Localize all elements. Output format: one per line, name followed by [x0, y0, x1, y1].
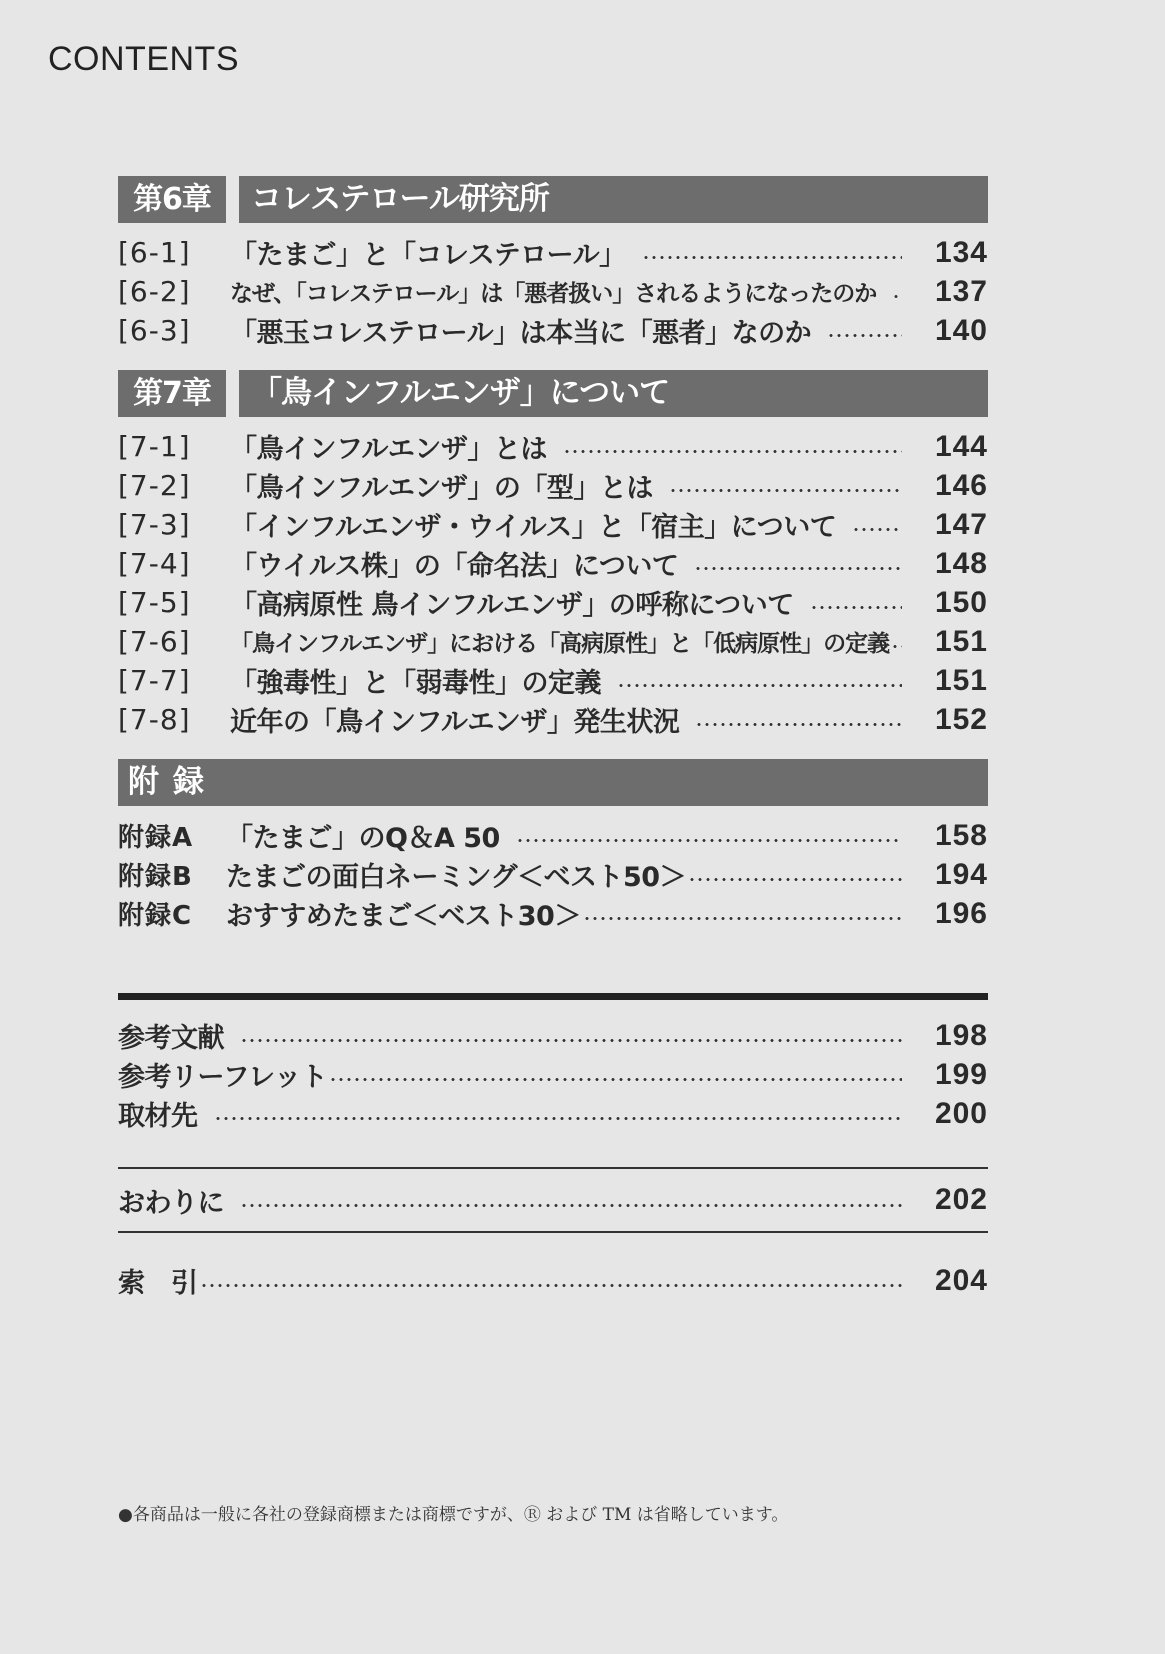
table-of-contents: [118, 176, 988, 1300]
entry-number: [7-1]: [118, 430, 191, 463]
chapter-7-header: [118, 370, 988, 417]
entry-page: 140: [934, 313, 988, 347]
entry-page: 200: [934, 1096, 988, 1130]
entry-page: 151: [934, 624, 988, 658]
toc-entry-6-3[interactable]: [118, 311, 988, 350]
entry-page: 144: [934, 429, 988, 463]
entry-title: 「たまご」と「コレステロール」: [230, 240, 626, 271]
leader-dots: [563, 450, 902, 453]
trademark-footnote: ●各商品は一般に各社の登録商標または商標ですが、Ⓡ および TM は省略しています。: [118, 1505, 789, 1525]
entry-number: [7-6]: [118, 625, 191, 658]
toc-entry-sources[interactable]: [118, 1094, 988, 1133]
toc-entry-7-1[interactable]: [118, 427, 988, 466]
entry-title: 参考文献: [118, 1023, 224, 1054]
entry-title: なぜ、「コレステロール」は「悪者扱い」されるようになったのか: [230, 281, 877, 307]
leader-dots: [617, 684, 902, 687]
entry-page: 199: [934, 1057, 988, 1091]
entry-page: 158: [934, 818, 988, 852]
entry-title: 「インフルエンザ・ウイルス」と「宿主」について: [230, 512, 837, 543]
entry-page: 196: [934, 896, 988, 930]
entry-number: 附録A: [118, 823, 194, 853]
entry-page: 134: [934, 235, 988, 269]
entry-title: 「強毒性」と「弱毒性」の定義: [230, 668, 601, 699]
toc-entry-6-1[interactable]: [118, 233, 988, 272]
entry-page: 150: [934, 585, 988, 619]
leader-dots: [827, 334, 902, 337]
toc-entry-7-2[interactable]: [118, 466, 988, 505]
entry-title: 近年の「鳥インフルエンザ」発生状況: [230, 707, 680, 738]
entry-title: 「鳥インフルエンザ」とは: [230, 434, 547, 465]
leader-dots: [214, 1117, 903, 1120]
entry-number: 附録C: [118, 901, 193, 931]
appendix-header: 附録: [118, 759, 988, 806]
entry-page: 146: [934, 468, 988, 502]
toc-entry-appendix-a[interactable]: [118, 816, 988, 855]
leader-dots: [642, 256, 902, 259]
toc-entry-6-2[interactable]: [118, 272, 988, 311]
entry-page: 194: [934, 857, 988, 891]
toc-entry-leaflets[interactable]: [118, 1055, 988, 1094]
leader-dots: [891, 645, 902, 648]
page-heading: CONTENTS: [48, 40, 239, 78]
toc-entry-7-8[interactable]: [118, 700, 988, 739]
entry-number: 附録B: [118, 862, 193, 892]
toc-entry-appendix-c[interactable]: [118, 894, 988, 933]
toc-entry-index[interactable]: [118, 1261, 988, 1300]
entry-page: 151: [934, 663, 988, 697]
leader-dots: [694, 567, 902, 570]
entry-number: [7-4]: [118, 547, 191, 580]
entry-title: 「鳥インフルエンザ」の「型」とは: [230, 473, 653, 504]
leader-dots: [583, 917, 902, 920]
entry-number: [6-1]: [118, 236, 191, 269]
entry-title: 取材先: [118, 1101, 198, 1132]
entry-title: おわりに: [118, 1187, 224, 1219]
toc-entry-7-4[interactable]: [118, 544, 988, 583]
leader-dots: [695, 723, 902, 726]
divider-line: [118, 1231, 988, 1233]
chapter-6-header: [118, 176, 988, 223]
entry-page: 204: [934, 1263, 988, 1297]
entry-page: 137: [934, 274, 988, 308]
chapter-title: 「鳥インフルエンザ」について: [239, 370, 988, 417]
section-divider: [118, 993, 988, 1000]
entry-title: たまごの面白ネーミング＜ベスト50＞: [226, 862, 687, 893]
toc-entry-7-6[interactable]: [118, 622, 988, 661]
leader-dots: [810, 606, 902, 609]
toc-entry-7-5[interactable]: [118, 583, 988, 622]
leader-dots: [669, 489, 902, 492]
toc-entry-appendix-b[interactable]: [118, 855, 988, 894]
entry-page: 198: [934, 1018, 988, 1052]
entry-page: 147: [934, 507, 988, 541]
chapter-title: コレステロール研究所: [239, 176, 988, 223]
entry-number: [6-3]: [118, 314, 191, 347]
leader-dots: [329, 1078, 902, 1081]
leader-dots: [688, 878, 902, 881]
entry-title: 「たまご」のQ＆A 50: [226, 823, 500, 854]
toc-entry-7-7[interactable]: [118, 661, 988, 700]
entry-page: 148: [934, 546, 988, 580]
entry-number: [7-3]: [118, 508, 191, 541]
entry-number: [7-5]: [118, 586, 191, 619]
leader-dots: [240, 1039, 902, 1042]
leader-dots: [852, 528, 902, 531]
entry-number: [7-2]: [118, 469, 191, 502]
toc-entry-7-3[interactable]: [118, 505, 988, 544]
toc-entry-references[interactable]: [118, 1016, 988, 1055]
leader-dots: [200, 1284, 903, 1287]
leader-dots: [240, 1204, 902, 1207]
chapter-number: 第7章: [118, 370, 226, 417]
entry-title: 「悪玉コレステロール」は本当に「悪者」なのか: [230, 318, 812, 349]
entry-page: 152: [934, 702, 988, 736]
entry-number: [7-7]: [118, 664, 191, 697]
divider-line: [118, 1167, 988, 1169]
entry-title: 索 引: [118, 1268, 198, 1299]
entry-number: [6-2]: [118, 275, 191, 308]
entry-title: 参考リーフレット: [118, 1062, 328, 1093]
entry-number: [7-8]: [118, 703, 191, 736]
entry-title: 「鳥インフルエンザ」における「高病原性」と「低病原性」の定義: [230, 631, 890, 657]
chapter-number: 第6章: [118, 176, 226, 223]
entry-title: おすすめたまご＜ベスト30＞: [226, 901, 581, 932]
leader-dots: [516, 839, 902, 842]
entry-page: 202: [934, 1183, 988, 1216]
toc-entry-afterword[interactable]: [118, 1179, 988, 1221]
entry-title: 「高病原性 鳥インフルエンザ」の呼称について: [230, 590, 794, 621]
entry-title: 「ウイルス株」の「命名法」について: [230, 551, 679, 582]
leader-dots: [892, 295, 902, 298]
